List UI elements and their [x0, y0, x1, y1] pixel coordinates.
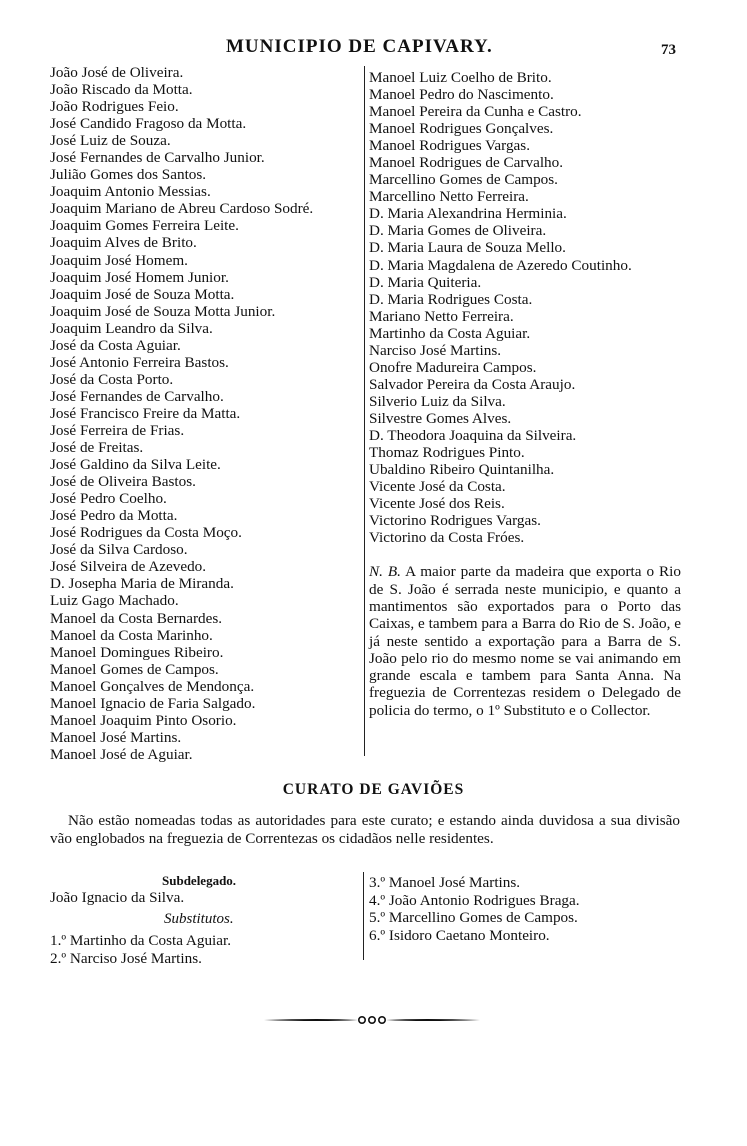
left-entry: José Ferreira de Frias. [50, 421, 185, 439]
closing-ornament-icon [262, 1012, 482, 1028]
left-entry: José Fernandes de Carvalho Junior. [50, 149, 265, 167]
left-entry: José de Oliveira Bastos. [50, 473, 196, 491]
left-entry: Manoel Gomes de Campos. [50, 660, 219, 678]
left-entry: Joaquim Leandro da Silva. [50, 319, 213, 337]
left-entry: Joaquim Antonio Messias. [50, 183, 211, 201]
left-entry: José Rodrigues da Costa Moço. [50, 524, 242, 542]
right-entry: Silvestre Gomes Alves. [369, 409, 512, 427]
left-entry: Manoel José Martins. [50, 728, 182, 746]
substituto-3: 3.º Manoel José Martins. [369, 874, 521, 891]
substitutos-heading: Substitutos. [164, 911, 234, 927]
right-entry: Vicente José da Costa. [369, 478, 506, 496]
left-entry: Joaquim Alves de Brito. [50, 234, 197, 252]
right-entry: Vicente José dos Reis. [369, 495, 505, 513]
left-entry: José Fernandes de Carvalho. [50, 387, 224, 405]
nb-text: A maior parte da madeira que exporta o Rio de S. João é serrada neste municipio, e quanto a mantimentos são exportados para o Porto das Caixas, e tambem para a Barra do Rio de S. João, e já neste sentido a exportação para a Barra de S. João pelo rio do mesmo nome se vai animando em grande escala e tambem para Santa Anna. Na freguezia de Correntezas residem o Delegado de policia do termo, o 1º Substituto e o Collector. [369, 563, 681, 719]
right-entry: Marcellino Netto Ferreira. [369, 188, 529, 206]
right-entry: Martinho da Costa Aguiar. [369, 324, 531, 342]
right-entry: Manoel Luiz Coelho de Brito. [369, 69, 552, 86]
left-entry: Manoel Ignacio de Faria Salgado. [50, 694, 256, 712]
right-entry: D. Maria Gomes de Oliveira. [369, 222, 547, 240]
left-entry: Julião Gomes dos Santos. [50, 166, 207, 184]
left-entry: José Antonio Ferreira Bastos. [50, 353, 229, 371]
left-entry: Manoel Domingues Ribeiro. [50, 643, 224, 661]
substituto-1: 1.º Martinho da Costa Aguiar. [50, 932, 232, 949]
substituto-4: 4.º João Antonio Rodrigues Braga. [369, 891, 580, 909]
right-name-list [369, 69, 681, 546]
right-entry: Ubaldino Ribeiro Quintanilha. [369, 461, 555, 479]
left-entry: Joaquim José de Souza Motta. [50, 285, 235, 303]
left-entry: José Francisco Freire da Matta. [50, 404, 241, 422]
right-entry: Silverio Luiz da Silva. [369, 392, 506, 410]
right-entry: D. Maria Quiteria. [369, 273, 482, 291]
column-divider [364, 66, 365, 756]
right-entry: Onofre Madureira Campos. [369, 358, 537, 376]
right-entry: Narciso José Martins. [369, 341, 502, 359]
left-entry: José da Costa Aguiar. [50, 336, 181, 354]
page-number: 73 [661, 42, 676, 58]
left-entry: Manoel José de Aguiar. [50, 745, 193, 763]
right-entry: Victorino da Costa Fróes. [369, 529, 525, 547]
right-entry: Manoel Rodrigues de Carvalho. [369, 154, 564, 172]
right-entry: Manoel Pedro do Nascimento. [369, 86, 554, 104]
right-entry: D. Maria Alexandrina Herminia. [369, 205, 567, 223]
left-entry: Joaquim José Homem Junior. [50, 268, 229, 286]
left-entry: José Pedro Coelho. [50, 490, 167, 508]
left-entry: Joaquim Mariano de Abreu Cardoso Sodré. [50, 200, 314, 218]
right-entry: Manoel Pereira da Cunha e Castro. [369, 103, 582, 121]
left-entry: José de Freitas. [50, 439, 144, 457]
left-entry: Manoel Joaquim Pinto Osorio. [50, 711, 237, 729]
left-entry: José Luiz de Souza. [50, 132, 171, 150]
page-header [0, 36, 747, 62]
left-entry: Luiz Gago Machado. [50, 592, 179, 610]
left-entry: José Pedro da Motta. [50, 507, 178, 525]
page-title: MUNICIPIO DE CAPIVARY. [226, 36, 493, 57]
right-entry: Salvador Pereira da Costa Araujo. [369, 375, 576, 393]
right-entry: Mariano Netto Ferreira. [369, 307, 514, 325]
left-entry: José Galdino da Silva Leite. [50, 456, 221, 474]
left-entry: Joaquim Gomes Ferreira Leite. [50, 217, 239, 235]
right-entry: Victorino Rodrigues Vargas. [369, 512, 541, 530]
left-entry: Manoel da Costa Bernardes. [50, 609, 223, 627]
right-entry: D. Maria Laura de Souza Mello. [369, 239, 566, 257]
left-entry: José Candido Fragoso da Motta. [50, 115, 247, 133]
left-entry: Joaquim José Homem. [50, 251, 188, 269]
left-entry: Manoel da Costa Marinho. [50, 626, 213, 644]
left-entry: João Rodrigues Feio. [50, 98, 179, 116]
right-entry: Thomaz Rodrigues Pinto. [369, 444, 525, 462]
left-entry: José da Silva Cardoso. [50, 541, 188, 559]
substitutos-right-list [369, 874, 580, 944]
substituto-5: 5.º Marcellino Gomes de Campos. [369, 909, 578, 926]
left-entry: Manoel Gonçalves de Mendonça. [50, 677, 255, 695]
right-name-column [369, 69, 681, 719]
left-entry: João José de Oliveira. [50, 64, 184, 81]
left-entry: José Silveira de Azevedo. [50, 558, 207, 576]
nb-note [369, 563, 681, 719]
left-entry: D. Josepha Maria de Miranda. [50, 575, 234, 593]
nb-label: N. B. [369, 563, 401, 581]
substituto-2: 2.º Narciso José Martins. [50, 949, 202, 967]
right-entry: Manoel Rodrigues Gonçalves. [369, 120, 554, 138]
right-entry: Manoel Rodrigues Vargas. [369, 137, 530, 155]
right-entry: D. Theodora Joaquina da Silveira. [369, 426, 577, 444]
left-name-column [50, 64, 362, 763]
right-entry: D. Maria Rodrigues Costa. [369, 290, 533, 308]
bottom-divider [363, 872, 364, 960]
left-entry: João Riscado da Motta. [50, 81, 193, 99]
section-title: CURATO DE GAVIÕES [282, 781, 465, 798]
substituto-6: 6.º Isidoro Caetano Monteiro. [369, 926, 550, 944]
substitutos-left-list [50, 932, 231, 967]
left-entry: José da Costa Porto. [50, 370, 174, 388]
right-entry: Marcellino Gomes de Campos. [369, 171, 558, 189]
left-entry: Joaquim José de Souza Motta Junior. [50, 302, 276, 320]
subdelegado-heading: Subdelegado. [162, 873, 237, 888]
right-entry: D. Maria Magdalena de Azeredo Coutinho. [369, 256, 632, 274]
subdelegado-name: João Ignacio da Silva. [50, 889, 185, 906]
section-intro: Não estão nomeadas todas as autoridades para este curato; e estando ainda duvidosa a sua divisão vão englobados na freguezia de Correntezas os cidadãos nelle residentes. [50, 812, 680, 847]
